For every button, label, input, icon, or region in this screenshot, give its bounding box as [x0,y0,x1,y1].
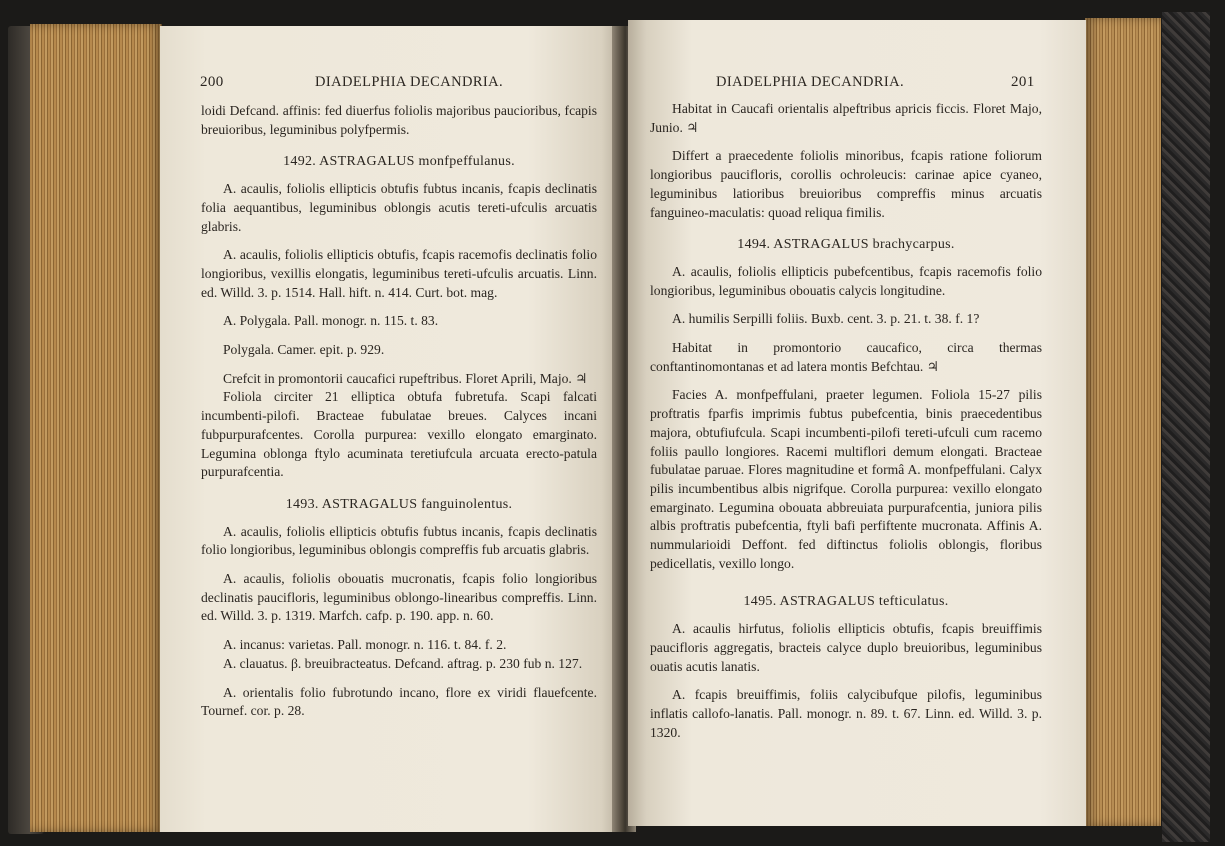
right-page-edges [1085,18,1161,826]
paragraph: Habitat in promontorio caucafico, circa thermas conftantinomontanas et ad latera montis Befchtau. ♃ [650,340,1042,374]
paragraph: A. acaulis hirfutus, foliolis ellipticis obtufis, fcapis breuiffimis paucifloris aggregatis, bracteis calyce duplo breuioribus, leguminibus ouatis acutis lanatis. [650,621,1042,674]
right-cover-marbled [1162,12,1210,842]
paragraph: Polygala. Camer. epit. p. 929. [223,342,385,358]
left-page-text [201,102,597,721]
paragraph: A. incanus: varietas. Pall. monogr. n. 116. t. 84. f. 2. [223,637,507,653]
left-page [160,26,620,832]
paragraph: A. acaulis, foliolis ellipticis obtufis, fcapis racemofis declinatis folio longioribus, vexillis elongatis, leguminibus tereti-ufculis arcuatis. Linn. ed. Willd. 3. p. 1514. Hall. hift. n. 414. Curt. bot. mag. [201,247,597,300]
paragraph: Crefcit in promontorii caucafici rupeftribus. Floret Aprili, Majo. ♃ [223,370,588,386]
paragraph: A. humilis Serpilli foliis. Buxb. cent. 3. p. 21. t. 38. f. 1? [672,311,980,327]
paragraph: A. acaulis, foliolis ellipticis pubefcentibus, fcapis racemofis folio longioribus, leguminibus obouatis calycis longitudine. [650,263,1042,298]
right-page-number: 201 [1011,74,1035,90]
paragraph: A. acaulis, foliolis obouatis mucronatis, fcapis folio longioribus declinatis paucifloris, leguminibus oblongo-linearibus compreffis. Linn. ed. Willd. 3. p. 1319. Marfch. cafp. p. 190. app. n. 60. [201,571,597,624]
right-page [628,20,1086,826]
species-heading: 1494. ASTRAGALUS brachycarpus. [737,237,955,253]
paragraph: A. acaulis, foliolis ellipticis obtufis fubtus incanis, fcapis declinatis folio longioribus, leguminibus oblongis compreffis fub arcuatis glabris. [201,523,597,558]
species-heading: 1492. ASTRAGALUS monfpeffulanus. [283,154,515,170]
paragraph: Facies A. monfpeffulani, praeter legumen. Foliola 15-27 pilis proftratis fparfis imprimis fubtus pubefcentia, binis praecedentibus majora, obtufiufcula. Scapi incumbenti-pilofi tereti-ufculi cum racemo foliis paullo longiores. Racemi multiflori demum elongati. Bracteae fubulatae paruae. Flores magnitudine et formâ A. monfpeffulani. Calyx pilis incumbentibus albis nigrifque. Corolla purpurea: vexillo elongato emarginato. Legumina obouata abbreuiata purpurafcentia, juniora pilis albis proftratis pubefcentia, ftyli bafi perfiftente mucronata. Affinis A. nummularioidi Deffont. fed diftinctus foliolis oblongis, floribus pedicellatis, vexillo longo. [650,387,1042,571]
paragraph: Differt a praecedente foliolis minoribus, fcapis ratione foliorum longioribus paucifloris, corollis ochroleucis: carinae apice cyaneo, leguminibus latioribus breuioribus compreffis minus arcuatis fanguineo-maculatis: quoad reliqua fimilis. [650,148,1042,220]
paragraph: A. Polygala. Pall. monogr. n. 115. t. 83. [223,313,439,329]
left-page-number: 200 [200,74,224,90]
paragraph: Habitat in Caucafi orientalis alpeftribus apricis ficcis. Floret Majo, Junio. ♃ [650,101,1042,135]
left-running-head: DIADELPHIA DECANDRIA. [315,74,504,90]
paragraph: Foliola circiter 21 elliptica obtufa fubretufa. Scapi falcati incumbenti-pilofi. Bracteae fubulatae breues. Calyces incani fubpurpurafcentes. Corolla purpurea: vexillo elongato emarginato. Legumina oblonga ftylo acuminata teretiufcula arcuata erecto-patula purpurafcentia. [201,389,597,480]
left-page-edges [30,24,162,832]
species-heading: 1495. ASTRAGALUS tefticulatus. [743,594,949,610]
right-running-head: DIADELPHIA DECANDRIA. [716,74,905,90]
paragraph: A. fcapis breuiffimis, foliis calycibufque pilofis, leguminibus inflatis callofo-lanatis. Pall. monogr. n. 89. t. 67. Linn. ed. Willd. 3. p. 1320. [650,687,1042,740]
paragraph: A. orientalis folio fubrotundo incano, flore ex viridi flauefcente. Tournef. cor. p. 28. [201,684,597,719]
paragraph: loidi Defcand. affinis: fed diuerfus foliolis majoribus paucioribus, fcapis breuioribus, leguminibus polyfpermis. [201,103,597,137]
right-page-text [650,100,1042,742]
species-heading: 1493. ASTRAGALUS fanguinolentus. [285,496,513,512]
paragraph: A. clauatus. β. breuibracteatus. Defcand. aftrag. p. 230 fub n. 127. [223,655,583,671]
paragraph: A. acaulis, foliolis ellipticis obtufis fubtus incanis, fcapis declinatis folia aequantibus, leguminibus oblongis acutis tereti-ufculis arcuatis glabris. [201,181,597,234]
